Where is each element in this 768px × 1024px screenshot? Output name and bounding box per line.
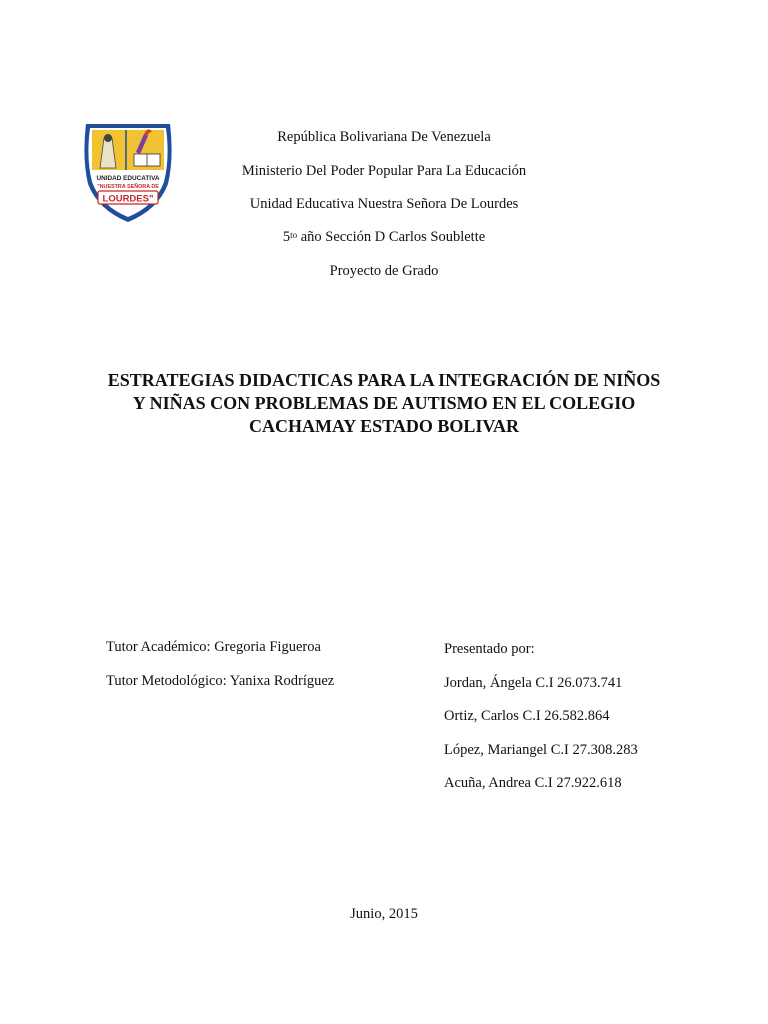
tutor-academic: Tutor Académico: Gregoria Figueroa xyxy=(106,639,321,655)
presented-label: Presentado por: xyxy=(444,641,535,657)
student-item: Jordan, Ángela C.I 26.073.741 xyxy=(444,674,623,691)
tutors-block xyxy=(106,637,334,705)
student-item: Acuña, Andrea C.I 27.922.618 xyxy=(444,775,622,792)
header-section xyxy=(0,228,768,246)
title-line-3: CACHAMAY ESTADO BOLIVAR xyxy=(248,416,520,436)
crest-line1: UNIDAD EDUCATIVA xyxy=(96,175,160,182)
title-line-2: Y NIÑAS CON PROBLEMAS DE AUTISMO EN EL COLEGIO xyxy=(132,393,636,413)
section-superscript: to xyxy=(290,230,298,240)
document-title xyxy=(90,369,678,438)
title-line-1: ESTRATEGIAS DIDACTICAS PARA LA INTEGRACIÓN DE NIÑOS xyxy=(107,370,661,390)
header-republic: República Bolivariana De Venezuela xyxy=(277,129,491,145)
student-item: Ortiz, Carlos C.I 26.582.864 xyxy=(444,708,610,725)
header-ministry: Ministerio Del Poder Popular Para La Educación xyxy=(241,163,527,179)
section-text: año Sección D Carlos Soublette xyxy=(297,229,486,245)
crest-line3: LOURDES" xyxy=(102,193,154,205)
header-school: Unidad Educativa Nuestra Señora De Lourdes xyxy=(249,196,519,212)
section-number: 5 xyxy=(282,229,291,245)
student-item: López, Mariangel C.I 27.308.283 xyxy=(444,741,638,758)
header-project: Proyecto de Grado xyxy=(329,263,439,279)
document-date: Junio, 2015 xyxy=(350,906,418,922)
crest-line2: "NUESTRA SEÑORA DE xyxy=(97,184,159,190)
presented-by-block xyxy=(444,639,638,807)
tutor-methodological: Tutor Metodológico: Yanixa Rodríguez xyxy=(106,673,335,689)
